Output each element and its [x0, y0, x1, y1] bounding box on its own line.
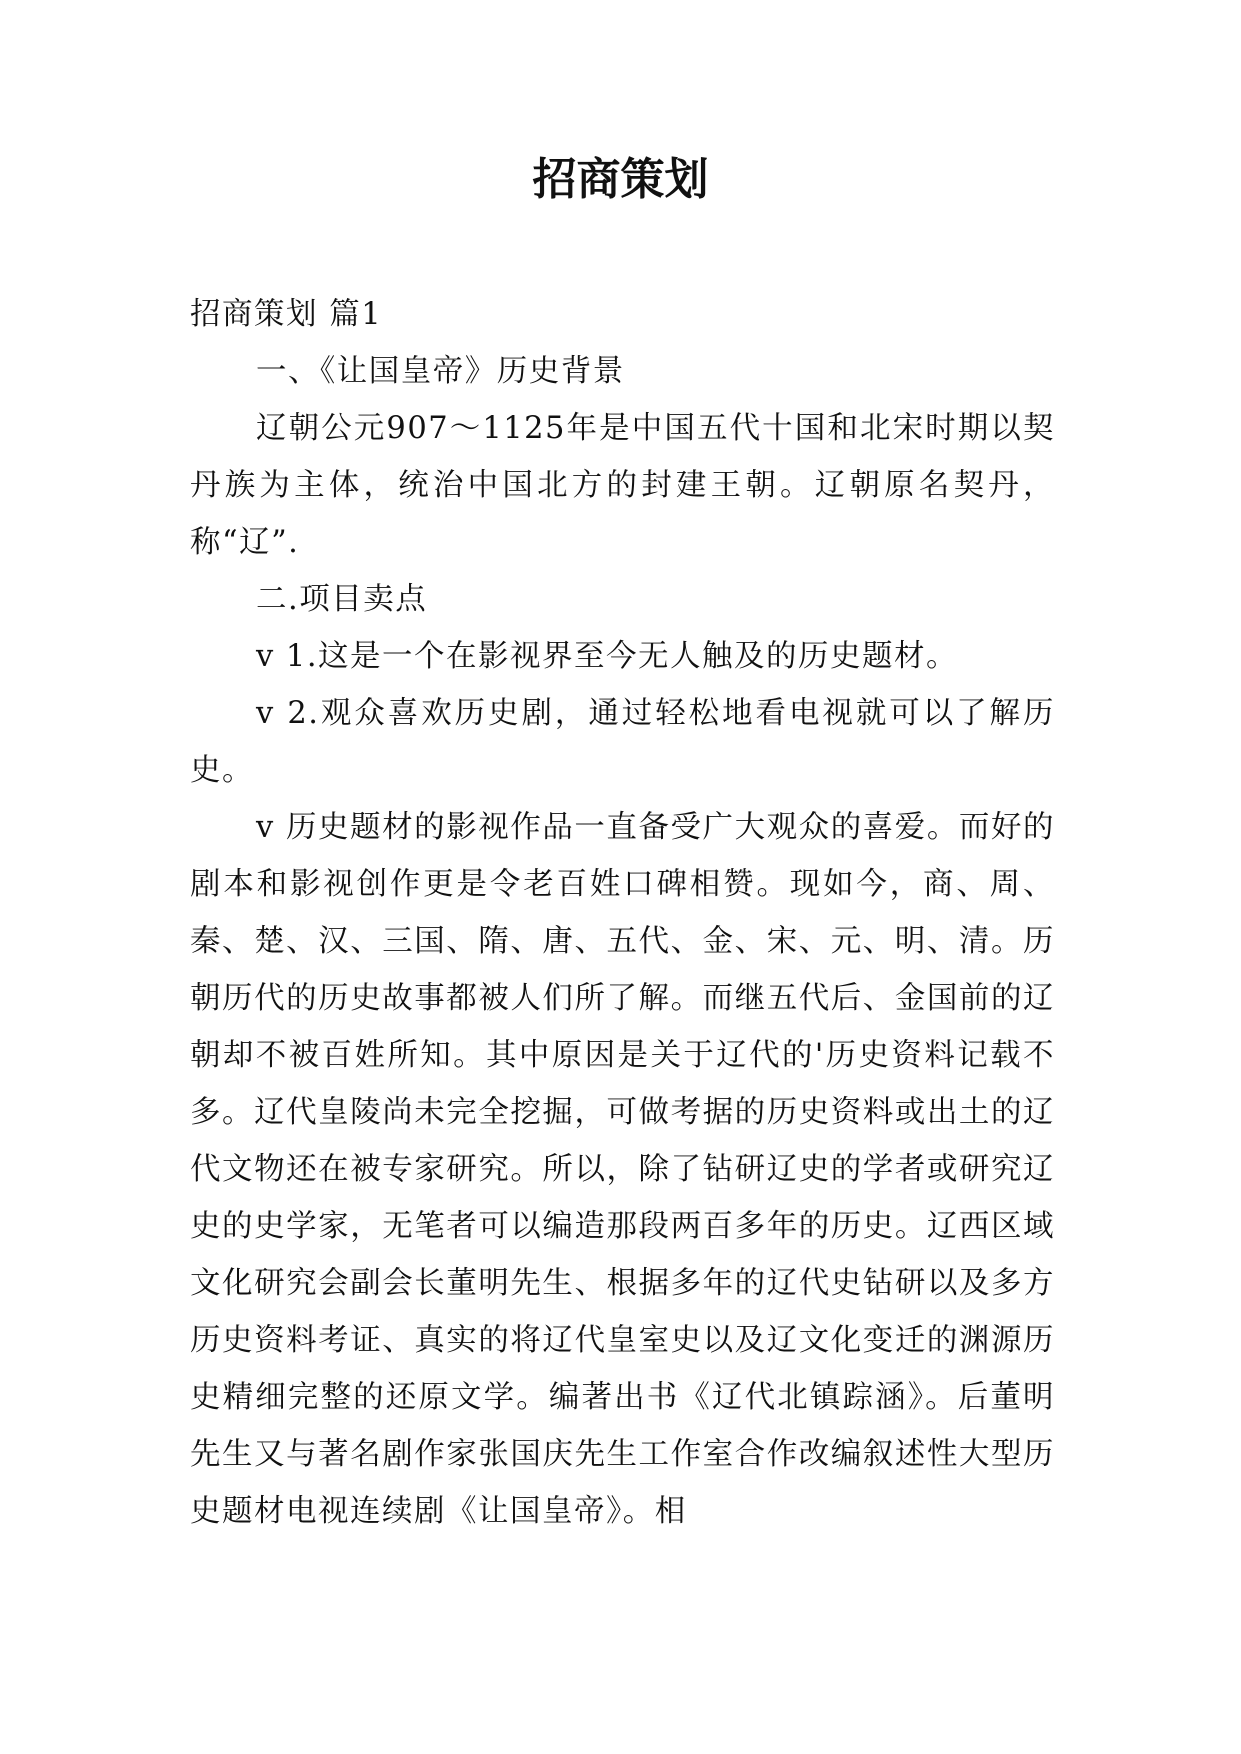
paragraph-point-1: v 1.这是一个在影视界至今无人触及的历史题材。: [256, 639, 959, 674]
document-body: [190, 286, 1055, 1540]
document-title: 招商策划: [532, 154, 709, 205]
paragraph-point-2: v 2.观众喜欢历史剧，通过轻松地看电视就可以了解历史。: [190, 696, 1055, 788]
paragraph-history-heading: 一、《让国皇帝》历史背景: [256, 354, 625, 389]
paragraph-liao-dynasty: 辽朝公元907～1125年是中国五代十国和北宋时期以契丹族为主体，统治中国北方的封建王朝。辽朝原名契丹，称“辽”.: [190, 411, 1055, 560]
paragraph-point-3: v 历史题材的影视作品一直备受广大观众的喜爱。而好的剧本和影视创作更是令老百姓口碑相赞。现如今，商、周、秦、楚、汉、三国、隋、唐、五代、金、宋、元、明、清。历朝历代的历史故事都被人们所了解。而继五代后、金国前的辽朝却不被百姓所知。其中原因是关于辽代的'历史资料记载不多。辽代皇陵尚未完全挖掘，可做考据的历史资料或出土的辽代文物还在被专家研究。所以，除了钻研辽史的学者或研究辽史的史学家，无笔者可以编造那段两百多年的历史。辽西区域文化研究会副会长董明先生、根据多年的辽代史钻研以及多方历史资料考证、真实的将辽代皇室史以及辽文化变迁的渊源历史精细完整的还原文学。编著出书《辽代北镇踪涵》。后董明先生又与著名剧作家张国庆先生工作室合作改编叙述性大型历史题材电视连续剧《让国皇帝》。相: [190, 810, 1055, 1529]
paragraph-selling-points-heading: 二.项目卖点: [256, 582, 428, 617]
section-heading: 招商策划 篇1: [190, 297, 383, 332]
